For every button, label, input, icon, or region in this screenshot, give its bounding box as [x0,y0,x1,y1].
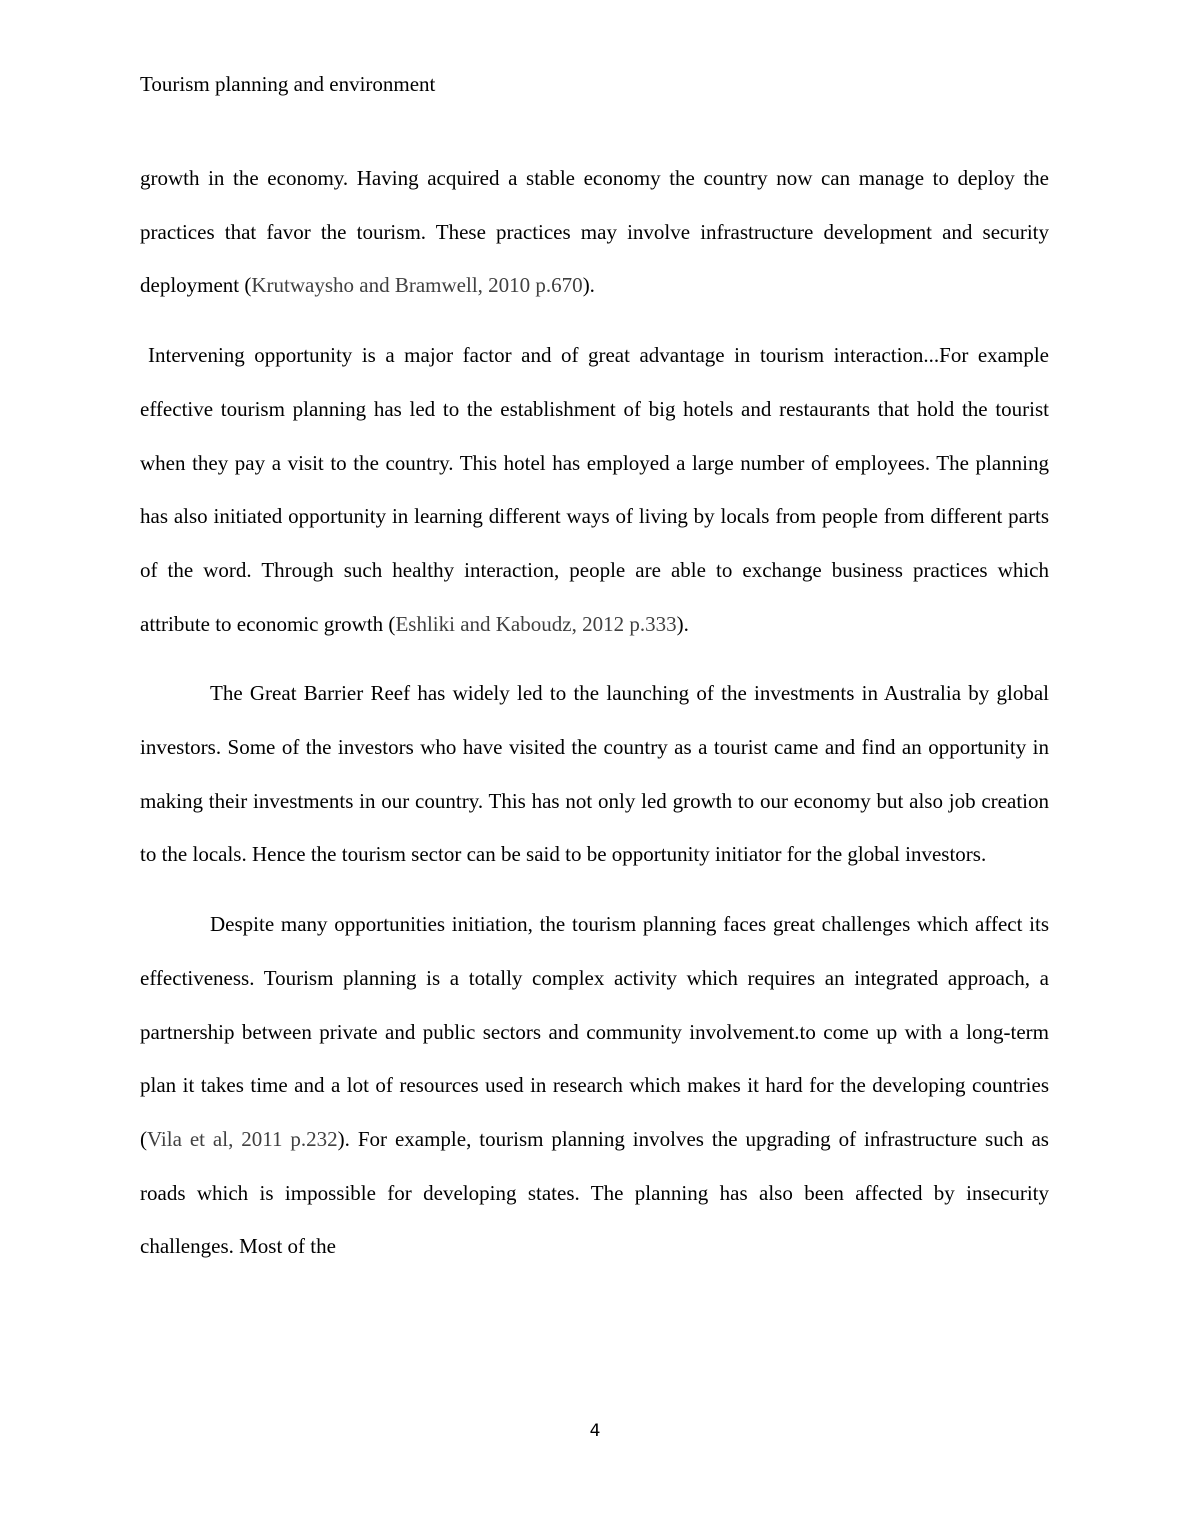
running-header: Tourism planning and environment [140,72,436,96]
page-number: 4 [589,1421,601,1441]
paragraph-3 [140,667,1049,882]
paragraph-2-text-end: ). [676,611,689,636]
paragraph-4 [140,898,1049,1274]
citation-krutwaysho-bramwell: Krutwaysho and Bramwell, 2010 p.670 [251,273,583,298]
paragraph-4-text-end: ). For example, tourism planning involves the upgrading of infrastructure such as roads which is impossible for developing states. The planning has also been affected by insecurity challenges. Most of the [140,1126,1049,1259]
paragraph-4-text: Despite many opportunities initiation, the tourism planning faces great challenges which affect its effectiveness. Tourism planning is a totally complex activity which requires an integrated approach, a partnership between private and public sectors and community involvement.to come up with a long-term plan it takes time and a lot of resources used in research which makes it hard for the developing countries ( [140,912,1049,1151]
paragraph-2 [140,329,1049,651]
citation-vila-et-al: Vila et al, 2011 p.232 [147,1126,338,1151]
body-text [140,152,1049,1290]
citation-eshliki-kaboudz: Eshliki and Kaboudz, 2012 p.333 [395,611,677,636]
paragraph-3-text: The Great Barrier Reef has widely led to the launching of the investments in Australia by global investors. Some of the investors who have visited the country as a tourist came and find an opportunity in making their investments in our country. This has not only led growth to our economy but also job creation to the locals. Hence the tourism sector can be said to be opportunity initiator for the global investors. [140,681,1049,867]
paragraph-2-text: Intervening opportunity is a major factor and of great advantage in tourism interaction...For example effective tourism planning has led to the establishment of big hotels and restaurants that hold the tourist when they pay a visit to the country. This hotel has employed a large number of employees. The planning has also initiated opportunity in learning different ways of living by locals from people from different parts of the word. Through such healthy interaction, people are able to exchange business practices which attribute to economic growth ( [140,343,1049,636]
paragraph-1-text-end: ). [582,273,595,298]
paragraph-1 [140,152,1049,313]
paragraph-1-text: growth in the economy. Having acquired a stable economy the country now can manage to deploy the practices that favor the tourism. These practices may involve infrastructure development and security deployment ( [140,166,1049,298]
